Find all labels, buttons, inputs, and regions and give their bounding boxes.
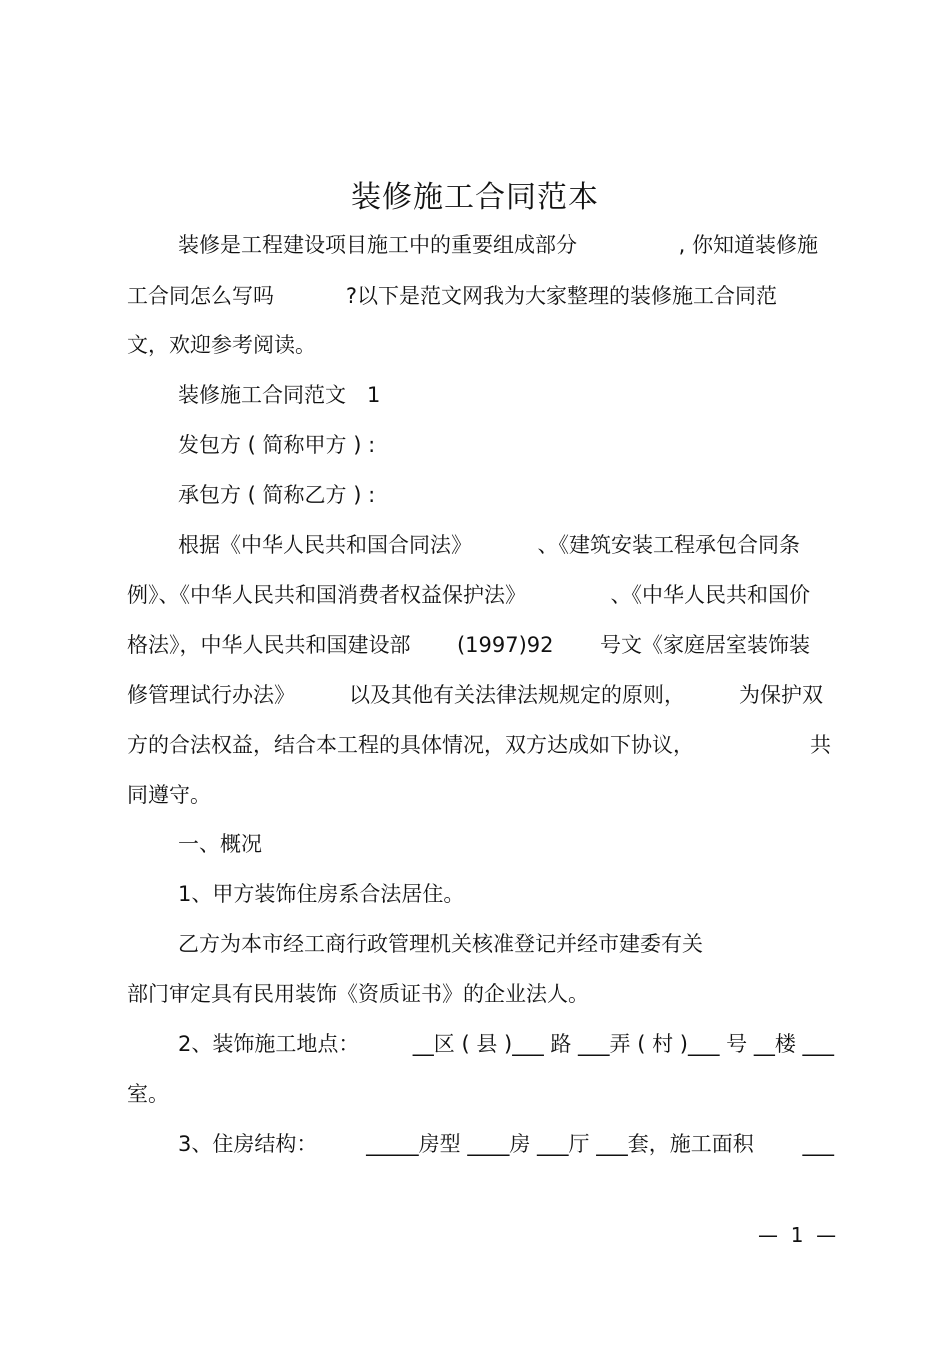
intro-text: 工合同怎么写吗: [127, 284, 274, 308]
basis-line-3: [127, 630, 810, 660]
basis-text: 为保护双: [739, 683, 823, 707]
basis-line-1: [178, 530, 800, 560]
intro-line-3: 文，欢迎参考阅读。: [127, 333, 316, 357]
basis-line-4: [127, 680, 823, 710]
basis-line-6: 同遵守。: [127, 783, 211, 807]
item-3-label: 3、住房结构：: [178, 1132, 318, 1156]
basis-text: 、《中华人民共和国价: [610, 583, 810, 607]
item-2-line-1: [178, 1029, 834, 1059]
item-3-line-1: [178, 1129, 834, 1159]
basis-line-5: [127, 730, 831, 760]
basis-text: 格法》，中华人民共和国建设部: [127, 633, 411, 657]
basis-text: 号文《家庭居室装饰装: [600, 633, 810, 657]
item-2-label: 2、装饰施工地点：: [178, 1032, 360, 1056]
intro-line-1: [178, 230, 818, 260]
item-3-area-blank: ___: [802, 1132, 834, 1156]
section-overview-heading: 一、概况: [178, 832, 262, 856]
party-b-line: 承包方 ( 简称乙方 ) :: [178, 483, 376, 507]
page-number: — 1 —: [758, 1223, 837, 1247]
item-1: 1、甲方装饰住房系合法居住。: [178, 882, 465, 906]
basis-text: (1997)92: [456, 633, 554, 657]
party-a-line: 发包方 ( 简称甲方 ) :: [178, 433, 376, 457]
intro-text: ?以下是范文网我为大家整理的装修施工合同范: [345, 284, 777, 308]
basis-text: 方的合法权益，结合本工程的具体情况，双方达成如下协议，: [127, 733, 694, 757]
basis-text: 以及其他有关法律法规规定的原则，: [349, 683, 685, 707]
basis-text: 、《建筑安装工程承包合同条: [537, 533, 800, 557]
basis-text: 例》、《中华人民共和国消费者权益保护法》: [127, 583, 526, 607]
intro-line-2: [127, 281, 777, 311]
item-3-blanks: _____房型 ____房 ___厅 ___套，施工面积: [366, 1132, 754, 1156]
item-2-blanks: __区 ( 县 )___ 路 ___弄 ( 村 )___ 号 __楼 ___: [412, 1032, 834, 1056]
basis-text: 修管理试行办法》: [127, 683, 295, 707]
item-1b-line-2: 部门审定具有民用装饰《资质证书》的企业法人。: [127, 982, 589, 1006]
basis-line-2: [127, 580, 810, 610]
document-title: 装修施工合同范本: [351, 180, 599, 215]
item-1b-line-1: 乙方为本市经工商行政管理机关核准登记并经市建委有关: [178, 932, 703, 956]
intro-text: , 你知道装修施: [678, 233, 818, 257]
intro-text: 装修是工程建设项目施工中的重要组成部分: [178, 233, 577, 257]
basis-text: 共: [810, 733, 831, 757]
basis-text: 根据《中华人民共和国合同法》: [178, 533, 472, 557]
item-2-line-2: 室。: [127, 1082, 169, 1106]
section-heading: 装修施工合同范文 1: [178, 383, 381, 407]
